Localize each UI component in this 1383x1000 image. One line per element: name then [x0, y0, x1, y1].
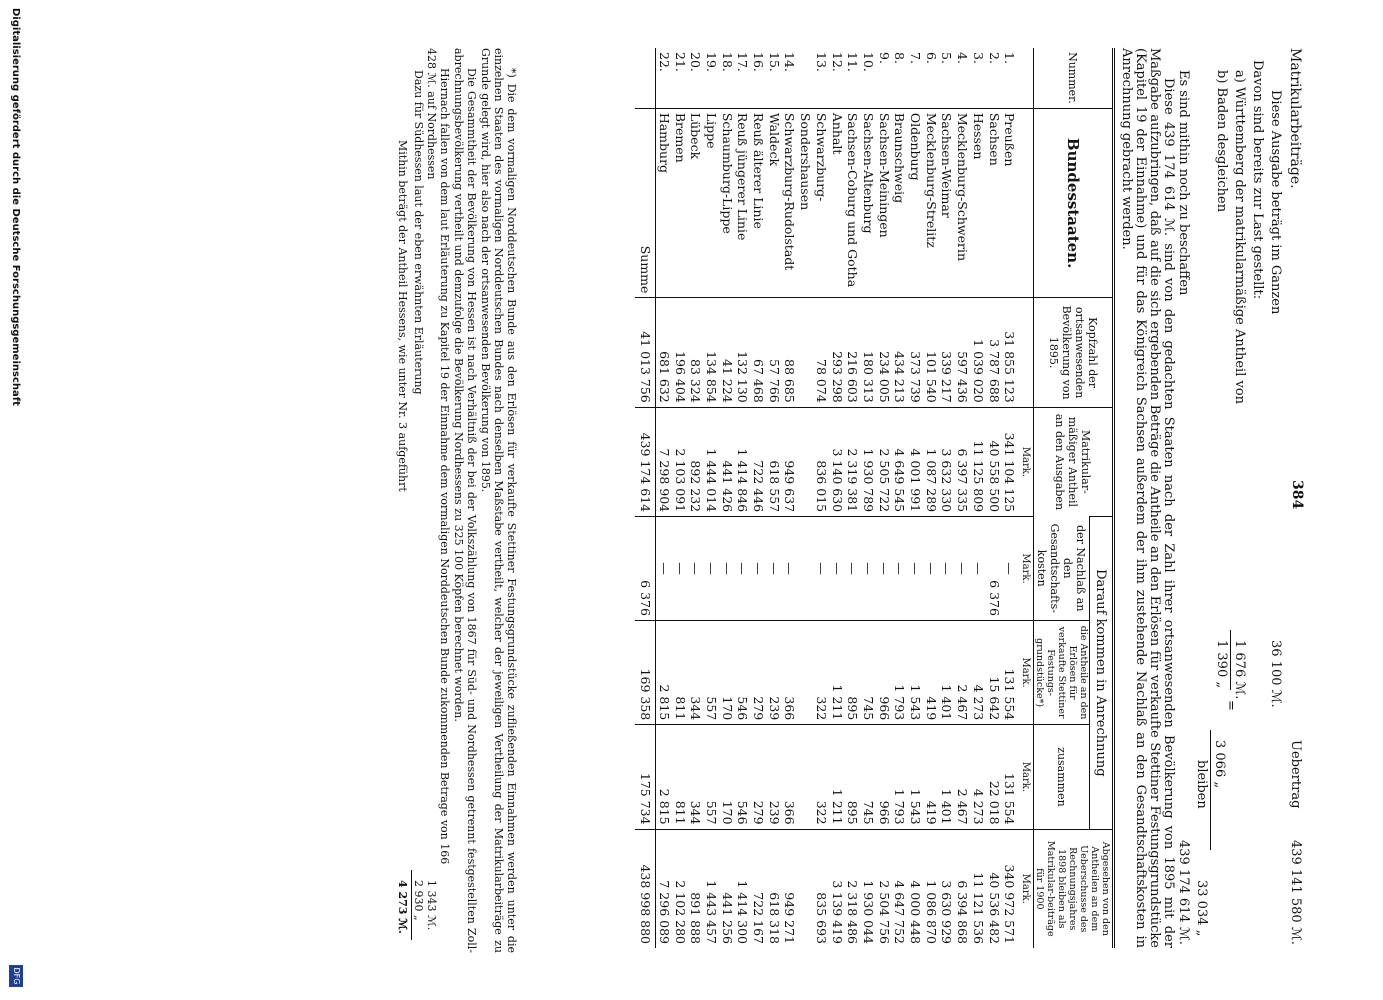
nachlass: — — [750, 517, 766, 621]
sum-nach: 6 376 — [635, 517, 655, 621]
col-nachlass: der Nachlaß an den Gesandtschafts-kosten — [1034, 517, 1090, 621]
remaining: 441 256 — [719, 829, 735, 948]
population: 180 313 — [860, 298, 876, 407]
sum-pop: 41 013 756 — [635, 298, 655, 407]
nachlass: — — [876, 517, 892, 621]
zusammen: 279 — [750, 725, 766, 829]
remaining: 11 121 536 — [970, 829, 986, 948]
population: 216 603 — [845, 298, 861, 407]
population: 57 766 — [766, 298, 782, 407]
sum-zus: 175 734 — [635, 725, 655, 829]
table-row — [797, 48, 828, 948]
state-name: Hamburg — [656, 108, 672, 298]
running-title: Matrikularbeiträge. — [1287, 48, 1303, 189]
state-name: Lippe — [703, 108, 719, 298]
population: 434 213 — [892, 298, 908, 407]
sum-empty — [635, 48, 655, 108]
state-name: Sachsen-Meiningen — [876, 108, 892, 298]
table-row — [656, 48, 672, 948]
state-name: Reuß älterer Linie — [750, 108, 766, 298]
zusammen: 419 — [923, 725, 939, 829]
remain-value: 33 034 „ — [1194, 880, 1209, 937]
antheil: 1 543 — [907, 620, 923, 724]
zusammen: 745 — [860, 725, 876, 829]
nachlass: — — [845, 517, 861, 621]
antheil: 1 211 — [829, 620, 845, 724]
remain-label: bleiben — [1194, 760, 1209, 809]
row-number: 19. — [703, 52, 719, 72]
nachlass: — — [782, 517, 798, 621]
matrikular-share: 6 397 335 — [954, 407, 970, 516]
matrikular-share: 1 414 846 — [735, 407, 751, 516]
footnote-3-label: Hiernach fallen von dem laut Erläuterung zu Kapitel 19 der Einnahme dem vormaligen Norddeutschen Bunde zukommenden Betrage von 166 428 ℳ. auf Nordhessen — [425, 48, 451, 865]
explanation-paragraph: Diese 439 174 614 ℳ. sind von den gedachten Staaten nach der Zahl ihrer ortsanwesenden Bevölkerung von 1895 mit der Maßgabe aufzubringen, daß auf die sich ergebenden Beträge die Antheile an den Erlösen für verkaufte Stettiner Festungsgrundstücke (Kapitel 19 der Einnahme) und für das Königreich Sachsen außerdem der ihm zustehende Nachlaß an den Gesandtschaftskosten in Anrechnung gebracht werden. — [1119, 48, 1176, 948]
matrikular-share: 4 649 545 — [892, 407, 908, 516]
matrikular-share: 3 140 630 — [829, 407, 845, 516]
matrikular-share: 2 505 722 — [876, 407, 892, 516]
row-number: 4. — [955, 52, 971, 64]
remaining: 4 647 752 — [892, 829, 908, 948]
item-b-value: 1 390 „ — [1214, 640, 1229, 689]
table-row — [876, 48, 892, 948]
population: 373 739 — [907, 298, 923, 407]
nachlass: — — [797, 517, 828, 621]
sum-label: Summe — [635, 108, 655, 298]
table-row — [766, 48, 782, 948]
zusammen: 22 018 — [986, 725, 1002, 829]
zusammen: 2 815 — [656, 725, 672, 829]
zusammen: 557 — [703, 725, 719, 829]
matrikular-share: 618 557 — [766, 407, 782, 516]
antheil: 895 — [845, 620, 861, 724]
row-number: 22. — [656, 52, 672, 72]
matrikular-share: 836 015 — [797, 407, 828, 516]
table-row — [939, 48, 955, 948]
population: 3 787 688 — [986, 298, 1002, 407]
row-number: 12. — [829, 52, 845, 72]
matrikular-share: 7 298 904 — [656, 407, 672, 516]
antheil: 239 — [766, 620, 782, 724]
state-name: Schwarzburg-Rudolstadt — [782, 108, 798, 298]
antheil: 4 273 — [970, 620, 986, 724]
zusammen: 1 793 — [892, 725, 908, 829]
state-name: Schwarzburg-Sondershausen — [797, 108, 828, 298]
antheil: 344 — [688, 620, 704, 724]
remaining: 949 271 — [782, 829, 798, 948]
row-number: 8. — [892, 52, 908, 64]
row-number: 3. — [970, 52, 986, 64]
remaining: 1 086 870 — [923, 829, 939, 948]
unit-empty — [1017, 298, 1033, 407]
nachlass: — — [970, 517, 986, 621]
remaining: 6 394 868 — [954, 829, 970, 948]
population: 196 404 — [672, 298, 688, 407]
antheil: 557 — [703, 620, 719, 724]
table-row — [782, 48, 798, 948]
state-name: Preußen — [1002, 108, 1018, 298]
dfg-logo: DFG — [9, 965, 23, 987]
nachlass: — — [735, 517, 751, 621]
footnote-3-value: 1 343 ℳ. — [425, 880, 438, 931]
antheil: 131 554 — [1002, 620, 1018, 724]
matrikular-share: 40 558 500 — [986, 407, 1002, 516]
matrikular-share: 722 446 — [750, 407, 766, 516]
remaining: 340 972 571 — [1002, 829, 1018, 948]
state-name: Mecklenburg-Strelitz — [923, 108, 939, 298]
antheil: 2 467 — [954, 620, 970, 724]
table-row — [719, 48, 735, 948]
matrikular-share: 4 001 991 — [907, 407, 923, 516]
total-heading: Diese Ausgabe beträgt im Ganzen — [1268, 90, 1283, 315]
zusammen: 4 273 — [970, 725, 986, 829]
zusammen: 2 467 — [954, 725, 970, 829]
item-b-label: b) Baden desgleichen — [1214, 70, 1229, 213]
remaining: 1 414 300 — [735, 829, 751, 948]
zusammen: 1 401 — [939, 725, 955, 829]
unit-label: Mark. — [1017, 620, 1033, 724]
col-zusammen: zusammen — [1034, 725, 1090, 829]
antheil: 811 — [672, 620, 688, 724]
col-kopfzahl: Kopfzahl der ortsanwesenden Bevölkerung von 1895. — [1034, 298, 1114, 407]
row-number: 2. — [986, 52, 1002, 64]
row-number: 18. — [719, 52, 735, 72]
row-number: 11. — [845, 52, 861, 72]
page-number: 384 — [1289, 480, 1305, 510]
to-procure-value: 439 174 614 ℳ. — [1176, 840, 1191, 945]
population: 41 224 — [719, 298, 735, 407]
population: 88 685 — [782, 298, 798, 407]
footnote-4-label: Dazu für Südhessen laut der eben erwähnten Erläuterung — [412, 70, 425, 395]
population: 67 468 — [750, 298, 766, 407]
state-name: Oldenburg — [907, 108, 923, 298]
nachlass: — — [860, 517, 876, 621]
state-name: Anhalt — [829, 108, 845, 298]
antheil: 366 — [782, 620, 798, 724]
zusammen: 966 — [876, 725, 892, 829]
row-number: 15. — [766, 52, 782, 72]
zusammen: 131 554 — [1002, 725, 1018, 829]
sum-ant: 169 358 — [635, 620, 655, 724]
nachlass: 6 376 — [986, 517, 1002, 621]
matrikular-share: 1 930 789 — [860, 407, 876, 516]
zusammen: 344 — [688, 725, 704, 829]
nachlass: — — [688, 517, 704, 621]
population: 234 005 — [876, 298, 892, 407]
state-name: Waldeck — [766, 108, 782, 298]
remaining: 722 167 — [750, 829, 766, 948]
table-row — [923, 48, 939, 948]
nachlass: — — [923, 517, 939, 621]
remaining: 1 443 457 — [703, 829, 719, 948]
matrikular-share: 11 125 809 — [970, 407, 986, 516]
item-a-label: a) Württemberg der matrikularmäßige Antheil von — [1232, 70, 1247, 405]
state-name: Hessen — [970, 108, 986, 298]
matrikular-share: 1 444 014 — [703, 407, 719, 516]
row-number: 9. — [876, 52, 892, 64]
antheil: 15 642 — [986, 620, 1002, 724]
unit-label: Mark. — [1017, 725, 1033, 829]
remaining: 618 318 — [766, 829, 782, 948]
row-number: 17. — [735, 52, 751, 72]
matrikular-share: 441 426 — [719, 407, 735, 516]
antheil: 546 — [735, 620, 751, 724]
table-row — [703, 48, 719, 948]
remaining: 2 318 486 — [845, 829, 861, 948]
unit-row — [1017, 48, 1033, 948]
remaining: 2 102 280 — [672, 829, 688, 948]
nachlass: — — [703, 517, 719, 621]
unit-empty — [1017, 48, 1033, 108]
col-antheile: die Antheile an den Erlösen für verkaufte Stettiner Festungs-grundstücke*) — [1034, 620, 1090, 724]
antheil: 1 401 — [939, 620, 955, 724]
matrikular-share: 2 103 091 — [672, 407, 688, 516]
sum-mat: 439 174 614 — [635, 407, 655, 516]
table-row — [986, 48, 1002, 948]
remaining: 835 693 — [797, 829, 828, 948]
row-number: 14. — [782, 52, 798, 72]
row-number: 16. — [751, 52, 767, 72]
population: 83 324 — [688, 298, 704, 407]
table-row — [954, 48, 970, 948]
state-name: Mecklenburg-Schwerin — [954, 108, 970, 298]
table-row — [750, 48, 766, 948]
matrikular-share: 1 087 289 — [923, 407, 939, 516]
row-number: 13. — [813, 52, 829, 72]
to-procure-label: Es sind mithin noch zu beschaffen — [1176, 70, 1191, 296]
state-name: Reuß jüngerer Linie — [735, 108, 751, 298]
remaining: 1 930 044 — [860, 829, 876, 948]
footnote-2: Die Gesammtheit der Bevölkerung von Hessen ist nach Verhältniß der bei der Volkszählung von 1867 für Süd- und Nordhessen getrennt festgestellten Zoll-abrechnungsbevölkerung vertheilt und demzufolge die Bevölkerung Nordhessens zu 325 100 Köpfen berechnet worden. — [452, 48, 478, 953]
state-name: Braunschweig — [892, 108, 908, 298]
remaining: 3 139 419 — [829, 829, 845, 948]
state-name: Sachsen — [986, 108, 1002, 298]
population: 1 039 020 — [970, 298, 986, 407]
row-number: 7. — [908, 52, 924, 64]
col-darauf: Darauf kommen in Anrechnung — [1090, 517, 1114, 829]
matrikular-table — [635, 48, 1115, 948]
antheil: 2 815 — [656, 620, 672, 724]
nachlass: — — [954, 517, 970, 621]
remaining: 2 504 756 — [876, 829, 892, 948]
remaining: 40 536 482 — [986, 829, 1002, 948]
carry-value: 439 141 580 ℳ. — [1288, 840, 1303, 945]
matrikular-share: 2 319 381 — [845, 407, 861, 516]
table-row — [688, 48, 704, 948]
population: 293 298 — [829, 298, 845, 407]
antheil: 966 — [876, 620, 892, 724]
table-row — [735, 48, 751, 948]
row-number: 5. — [939, 52, 955, 64]
eq-sign: = — [1223, 700, 1238, 711]
remaining: 7 296 089 — [656, 829, 672, 948]
nachlass: — — [766, 517, 782, 621]
row-number: 21. — [672, 52, 688, 72]
footnote-5-label: Mithin beträgt der Antheil Hessens, wie unter Nr. 3 aufgeführt — [396, 140, 409, 492]
table-row — [970, 48, 986, 948]
remaining: 3 630 929 — [939, 829, 955, 948]
nachlass: — — [907, 517, 923, 621]
population: 339 217 — [939, 298, 955, 407]
unit-label: Mark. — [1017, 407, 1033, 516]
state-name: Sachsen-Weimar — [939, 108, 955, 298]
population: 681 632 — [656, 298, 672, 407]
nachlass: — — [892, 517, 908, 621]
table-row — [845, 48, 861, 948]
col-abgesehen: Abgesehen von den Antheilen an dem Ueberschusse des Rechnungsjahres 1898 bleiben als Matrikular-beiträge für 1900 — [1034, 829, 1114, 948]
nachlass: — — [939, 517, 955, 621]
state-name: Schaumburg-Lippe — [719, 108, 735, 298]
population: 132 130 — [735, 298, 751, 407]
antheil: 419 — [923, 620, 939, 724]
population: 134 854 — [703, 298, 719, 407]
table-row — [860, 48, 876, 948]
col-bundesstaaten: Bundesstaaten. — [1034, 108, 1114, 298]
zusammen: 895 — [845, 725, 861, 829]
sum-rest: 438 998 880 — [635, 829, 655, 948]
total-heading-value: 36 100 ℳ. — [1268, 640, 1283, 708]
population: 597 436 — [954, 298, 970, 407]
zusammen: 1 543 — [907, 725, 923, 829]
antheil: 279 — [750, 620, 766, 724]
table-row — [892, 48, 908, 948]
zusammen: 239 — [766, 725, 782, 829]
antheil: 745 — [860, 620, 876, 724]
table-row — [672, 48, 688, 948]
zusammen: 366 — [782, 725, 798, 829]
row-number: 1. — [1002, 52, 1018, 64]
row-number: 20. — [688, 52, 704, 72]
table-row — [1002, 48, 1018, 948]
matrikular-share: 3 632 330 — [939, 407, 955, 516]
col-matrikular: Matrikular-mäßiger Antheil an den Ausgaben — [1034, 407, 1114, 516]
zusammen: 811 — [672, 725, 688, 829]
item-a-value: 1 676 ℳ. — [1232, 640, 1247, 700]
table-row — [829, 48, 845, 948]
nachlass: — — [672, 517, 688, 621]
population: 78 074 — [797, 298, 828, 407]
population: 31 855 123 — [1002, 298, 1018, 407]
footnote-5-value: 4 273 ℳ. — [396, 880, 409, 934]
population: 101 540 — [923, 298, 939, 407]
nachlass: — — [829, 517, 845, 621]
antheil: 170 — [719, 620, 735, 724]
table-row — [907, 48, 923, 948]
unit-empty — [1017, 108, 1033, 298]
antheil: 1 793 — [892, 620, 908, 724]
ab-sum: 3 066 „ — [1212, 740, 1227, 789]
footnote-4-value: 2 930 „ — [412, 880, 425, 921]
zusammen: 170 — [719, 725, 735, 829]
zusammen: 1 211 — [829, 725, 845, 829]
nachlass: — — [719, 517, 735, 621]
footnote-1: *) Die dem vormaligen Norddeutschen Bunde aus den Erlösen für verkaufte Stettiner Festungsgrundstücke zufließenden Einnahmen werden unter die einzelnen Staaten des vormaligen Norddeutschen Bundes nach denselben Maßstabe vertheilt, welcher der jeweiligen Vertheilung der Matrikularbeiträge zu Grunde gelegt wird, hier also nach der ortsanwesenden Bevölkerung von 1895. — [479, 48, 518, 953]
zusammen: 546 — [735, 725, 751, 829]
row-number: 10. — [860, 52, 876, 72]
nachlass: — — [1002, 517, 1018, 621]
state-name: Bremen — [672, 108, 688, 298]
state-name: Sachsen-Altenburg — [860, 108, 876, 298]
col-nummer: Nummer. — [1034, 48, 1114, 108]
antheil: 322 — [797, 620, 828, 724]
matrikular-share: 341 104 125 — [1002, 407, 1018, 516]
unit-label: Mark. — [1017, 517, 1033, 621]
remaining: 891 888 — [688, 829, 704, 948]
dfg-credit: Digitalisierung gefördert durch die Deutsche Forschungsgemeinschaft — [10, 8, 21, 406]
row-number: 6. — [923, 52, 939, 64]
matrikular-share: 892 232 — [688, 407, 704, 516]
state-name: Sachsen-Coburg und Gotha — [845, 108, 861, 298]
already-line: Davon sind bereits zur Last gestellt: — [1250, 60, 1265, 300]
state-name: Lübeck — [688, 108, 704, 298]
unit-label: Mark. — [1017, 829, 1033, 948]
matrikular-share: 949 637 — [782, 407, 798, 516]
remaining: 4 000 448 — [907, 829, 923, 948]
zusammen: 322 — [797, 725, 828, 829]
sum-row — [635, 48, 655, 948]
nachlass: — — [656, 517, 672, 621]
carry-label: Uebertrag — [1288, 740, 1303, 809]
